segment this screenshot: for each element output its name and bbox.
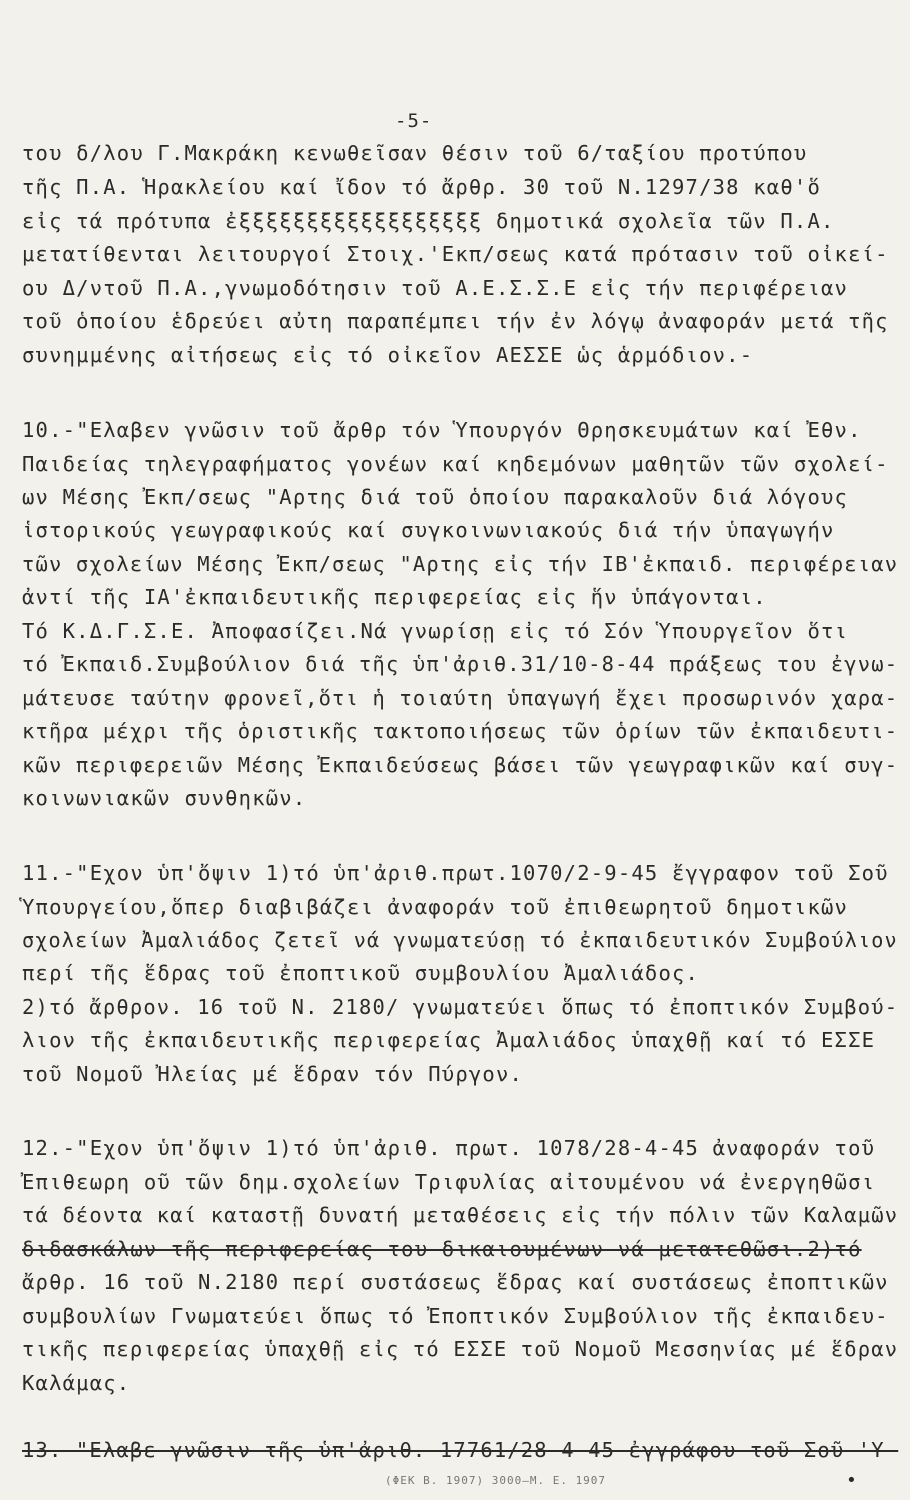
text-line: λιον τῆς ἐκπαιδευτικῆς περιφερείας Ἀμαλιάδος ὑπαχθῇ καί τό ΕΣΣΕ [22, 1028, 876, 1052]
text-line: μετατίθενται λειτουργοί Στοιχ.'Εκπ/σεως κατά πρότασιν τοῦ οἰκεί- [22, 242, 889, 266]
text-line: 10.-"Ελαβεν γνῶσιν τοῦ ἄρθρ τόν Ὑπουργόν Θρησκευμάτων καί Ἐθν. [22, 418, 862, 442]
text-line: τό Ἐκπαιδ.Συμβούλιον διά τῆς ὑπ'ἀριθ.31/10-8-44 πράξεως του ἐγνω- [22, 652, 899, 676]
text-line: 11.-"Εχον ὑπ'ὄψιν 1)τό ὑπ'ἀριθ.πρωτ.1070/2-9-45 ἔγγραφον τοῦ Σοῦ [22, 861, 889, 885]
text-line: τικῆς περιφερείας ὑπαχθῇ εἰς τό ΕΣΣΕ τοῦ Νομοῦ Μεσσηνίας μέ ἕδραν [22, 1337, 899, 1361]
text-line: Καλάμας. [22, 1371, 131, 1395]
margin-mark: • [846, 1470, 857, 1491]
print-footer: (ΦΕΚ Β. 1907) 3000—Μ. Ε. 1907 [385, 1474, 607, 1487]
text-line: Ὑπουργείου,ὅπερ διαβιβάζει ἀναφοράν τοῦ ἐπιθεωρητοῦ δημοτικῶν [22, 895, 849, 919]
text-line: συμβουλίων Γνωματεύει ὅπως τό Ἐποπτικόν Συμβούλιον τῆς ἐκπαιδευ- [22, 1304, 889, 1328]
page-number: -5- [395, 110, 433, 132]
text-line: τά δέοντα καί καταστῇ δυνατή μεταθέσεις εἰς τήν πόλιν τῶν Καλαμῶν [22, 1203, 899, 1227]
text-line: 12.-"Εχον ὑπ'ὄψιν 1)τό ὑπ'ἀριθ. πρωτ. 1078/28-4-45 ἀναφοράν τοῦ [22, 1136, 876, 1160]
text-line: 2)τό ἄρθρον. 16 τοῦ Ν. 2180/ γνωματεύει ὅπως τό ἐποπτικόν Συμβού- [22, 995, 899, 1019]
text-line: εἰς τά πρότυπα ἐξξξξξξξξξξξξξξξξξξ δημοτικά σχολεῖα τῶν Π.Α. [22, 209, 835, 233]
text-line: τοῦ Νομοῦ Ἠλείας μέ ἕδραν τόν Πύργον. [22, 1062, 524, 1086]
text-line: ἀντί τῆς ΙΑ'ἐκπαιδευτικῆς περιφερείας εἰς ἥν ὑπάγονται. [22, 585, 767, 609]
text-line: κτῆρα μέχρι τῆς ὁριστικῆς τακτοποιήσεως τῶν ὁρίων τῶν ἐκπαιδευτι- [22, 719, 899, 743]
text-line: Παιδείας τηλεγραφήματος γονέων καί κηδεμόνων μαθητῶν τῶν σχολεί- [22, 452, 889, 476]
text-line: σχολείων Ἀμαλιάδος ζετεῖ νά γνωματεύσῃ τό ἐκπαιδευτικόν Συμβούλιον [22, 928, 898, 952]
text-line: συνημμένης αἰτήσεως εἰς τό οἰκεῖον ΑΕΣΣΕ ὡς ἁρμόδιον.- [22, 343, 754, 367]
text-line: τοῦ ὁποίου ἑδρεύει αὐτη παραπέμπει τήν ἐν λόγῳ ἀναφοράν μετά τῆς [22, 309, 889, 333]
text-line: ἱστορικούς γεωγραφικούς καί συγκοινωνιακούς διά τήν ὑπαγωγήν [22, 518, 835, 542]
text-line: ἄρθρ. 16 τοῦ Ν.2180 περί συστάσεως ἕδρας καί συστάσεως ἐποπτικῶν [22, 1270, 889, 1294]
text-line: διδασκάλων τῆς περιφερείας του δικαιουμένων νά μετατεθῶσι.2)τό [22, 1237, 862, 1261]
text-line: τῶν σχολείων Μέσης Ἐκπ/σεως "Αρτης εἰς τήν ΙΒ'ἐκπαιδ. περιφέρειαν [22, 552, 899, 576]
text-line: μάτευσε ταύτην φρονεῖ,ὅτι ἡ τοιαύτη ὑπαγωγή ἔχει προσωρινόν χαρα- [22, 686, 899, 710]
text-line: 13.-"Ελαβε γνῶσιν τῆς ὑπ'ἀριθ. 17761/28-4-45 ἐγγράφου τοῦ Σοῦ 'Υ- [22, 1438, 899, 1462]
text-line: του δ/λου Γ.Μακράκη κενωθεῖσαν θέσιν τοῦ 6/ταξίου προτύπου [22, 141, 808, 165]
text-line: Τό Κ.Δ.Γ.Σ.Ε. Ἀποφασίζει.Νά γνωρίσῃ εἰς τό Σόν Ὑπουργεῖον ὅτι [22, 619, 849, 643]
text-line: Ἐπιθεωρη οῦ τῶν δημ.σχολείων Τριφυλίας αἰτουμένου νά ἐνεργηθῶσι [22, 1170, 876, 1194]
text-line: κοινωνιακῶν συνθηκῶν. [22, 786, 307, 810]
text-line: ου Δ/ντοῦ Π.Α.,γνωμοδότησιν τοῦ Α.Ε.Σ.Σ.Ε εἰς τήν περιφέρειαν [22, 276, 849, 300]
text-line: ων Μέσης Ἐκπ/σεως "Αρτης διά τοῦ ὁποίου παρακαλοῦν διά λόγους [22, 485, 849, 509]
text-line: κῶν περιφερειῶν Μέσης Ἐκπαιδεύσεως βάσει τῶν γεωγραφικῶν καί συγ- [22, 753, 899, 777]
text-line: τῆς Π.Α. Ἡρακλείου καί ἴδον τό ἄρθρ. 30 τοῦ Ν.1297/38 καθ'ὅ [22, 175, 821, 199]
text-line: περί τῆς ἕδρας τοῦ ἐποπτικοῦ συμβουλίου Ἀμαλιάδος. [22, 961, 700, 985]
